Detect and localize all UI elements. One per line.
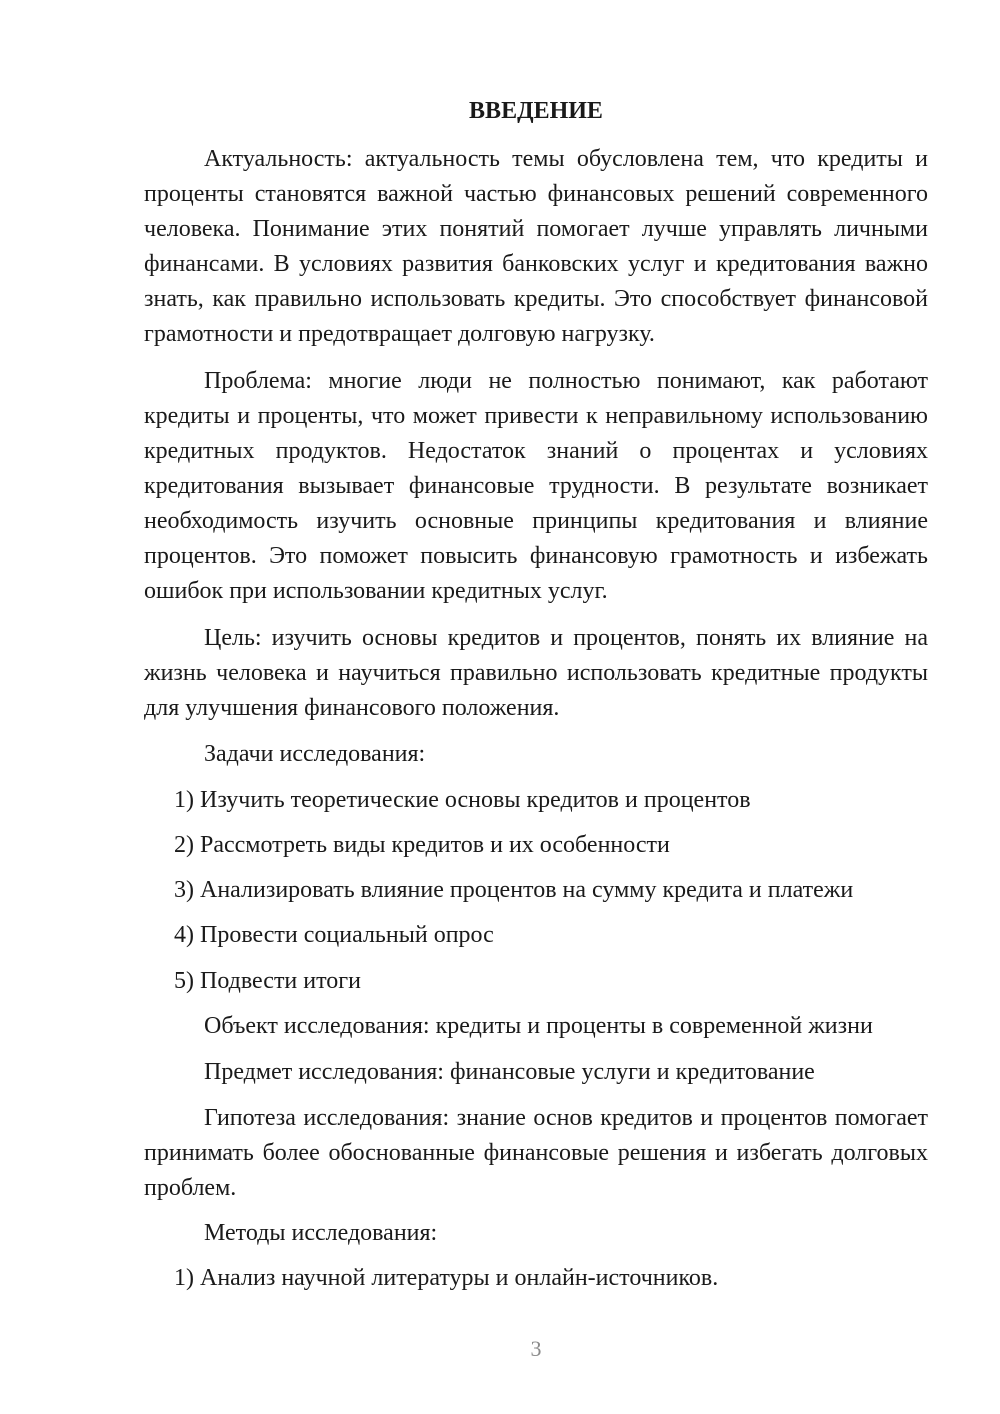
methods-heading: Методы исследования: [204,1220,438,1246]
paragraph-goal: Цель: изучить основы кредитов и процентов, понять их влияние на жизнь человека и научиться правильно использовать кредитные продукты для улучшения финансового положения. [144,625,928,721]
list-item: 1) Анализ научной литературы и онлайн-источников. [174,1265,719,1291]
page-title: ВВЕДЕНИЕ [469,98,603,124]
list-item: 4) Провести социальный опрос [174,922,494,948]
research-object: Объект исследования: кредиты и проценты в современной жизни [204,1013,873,1039]
paragraph-hypothesis: Гипотеза исследования: знание основ кредитов и процентов помогает принимать более обоснованные финансовые решения и избегать долговых проблем. [144,1105,928,1201]
research-subject: Предмет исследования: финансовые услуги и кредитование [204,1059,815,1085]
page-number: 3 [530,1336,542,1361]
paragraph-relevance: Актуальность: актуальность темы обусловлена тем, что кредиты и проценты становятся важной частью финансовых решений современного человека. Понимание этих понятий помогает лучше управлять личными финансами. В условиях развития банковских услуг и кредитования важно знать, как правильно использовать кредиты. Это способствует финансовой грамотности и предотвращает долговую нагрузку. [144,146,928,347]
list-item: 2) Рассмотреть виды кредитов и их особенности [174,832,670,858]
list-item: 5) Подвести итоги [174,968,361,994]
list-item: 3) Анализировать влияние процентов на сумму кредита и платежи [174,877,854,903]
list-item: 1) Изучить теоретические основы кредитов и процентов [174,787,751,813]
paragraph-problem: Проблема: многие люди не полностью понимают, как работают кредиты и проценты, что может привести к неправильному использованию кредитных продуктов. Недостаток знаний о процентах и условиях кредитования вызывает финансовые трудности. В результате возникает необходимость изучить основные принципы кредитования и влияние процентов. Это поможет повысить финансовую грамотность и избежать ошибок при использовании кредитных услуг. [144,368,928,604]
tasks-heading: Задачи исследования: [204,741,426,767]
